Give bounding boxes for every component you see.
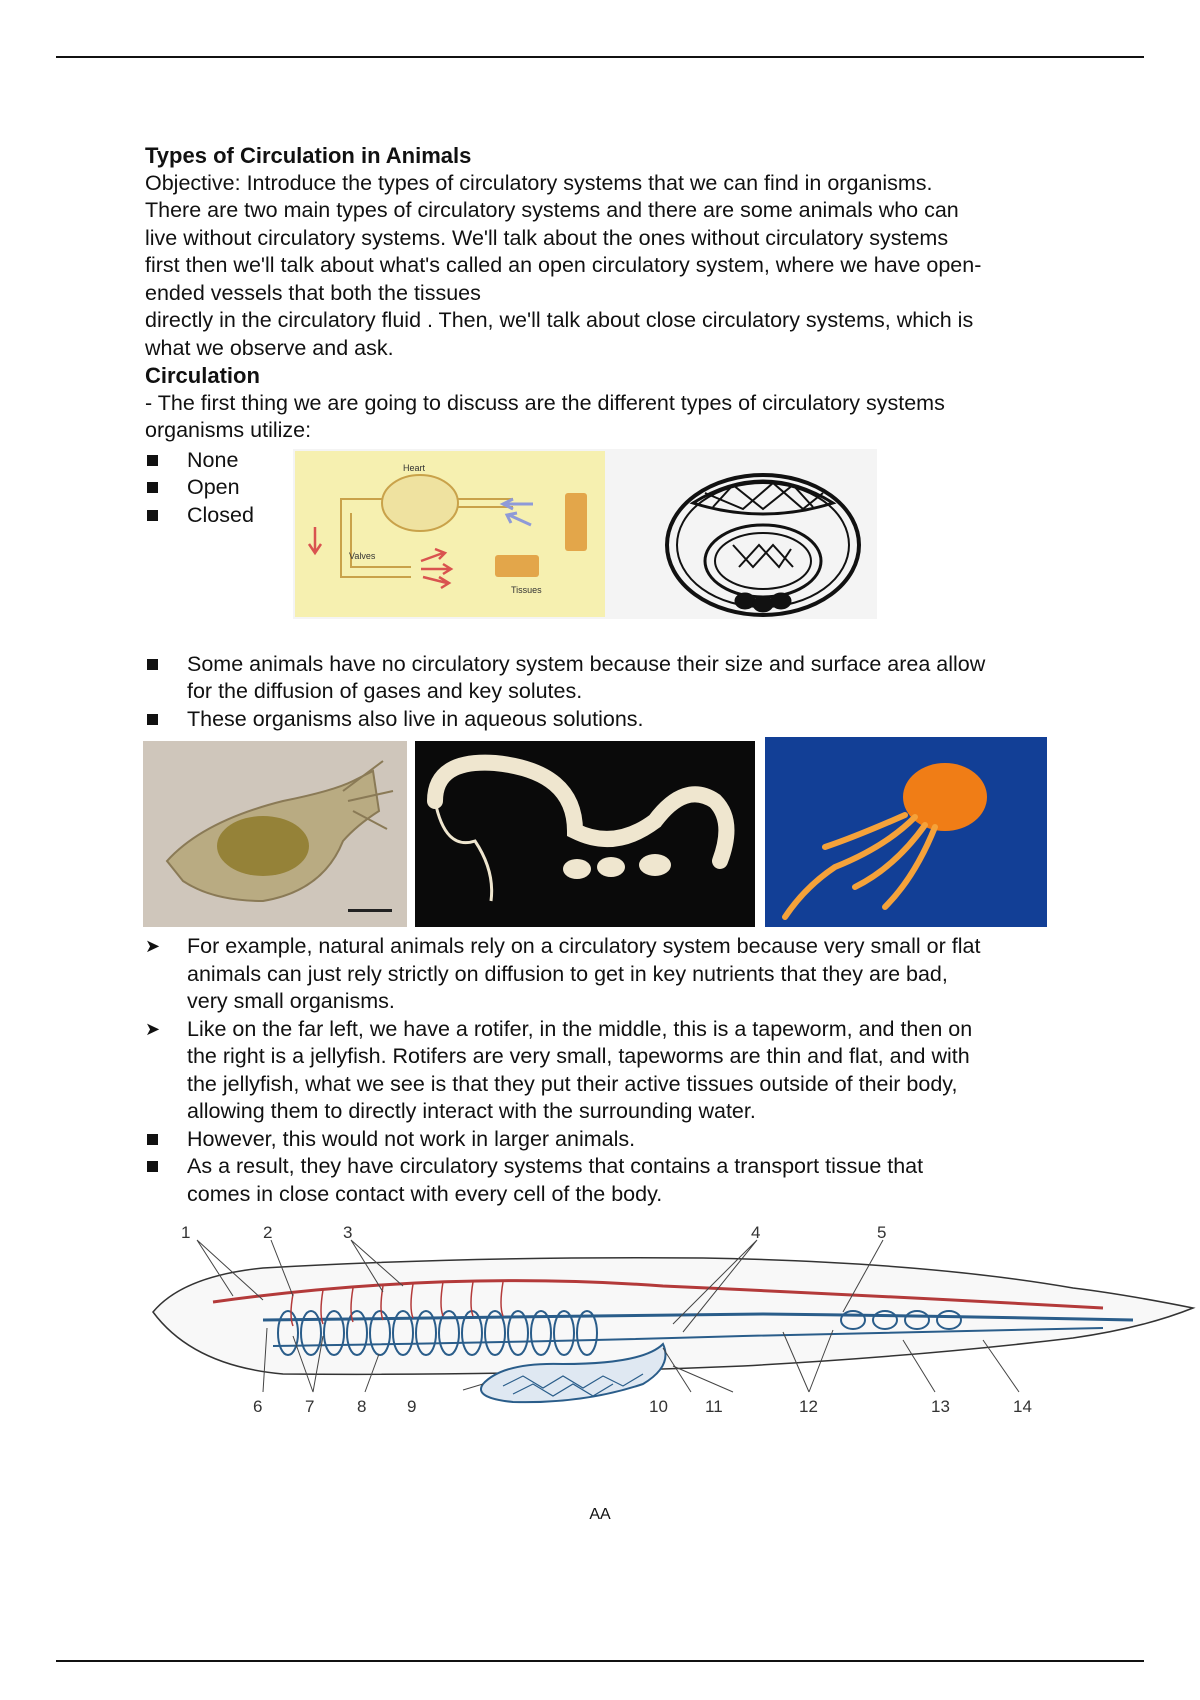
figure-number: 5: [877, 1223, 887, 1242]
bullet-line: allowing them to directly interact with the surrounding water.: [187, 1099, 756, 1123]
bullet-line: the right is a jellyfish. Rotifers are very small, tapeworms are thin and flat, and with: [187, 1044, 970, 1068]
tissue-block: [565, 493, 587, 551]
section-heading: Circulation: [145, 363, 260, 388]
bullet-line: For example, natural animals rely on a circulatory system because very small or flat: [187, 934, 981, 958]
bullet-line: comes in close contact with every cell of the body.: [187, 1181, 663, 1206]
type-item-open: Open: [145, 474, 254, 502]
jellyfish-photo: [765, 737, 1047, 927]
rotifer-photo: [143, 741, 407, 927]
figure-number: 6: [253, 1397, 263, 1416]
bullet-line: the jellyfish, what we see is that they put their active tissues outside of their body,: [187, 1071, 958, 1096]
bullet-line: However, this would not work in larger animals.: [187, 1126, 636, 1151]
figure-number: 1: [181, 1223, 191, 1242]
bullet-item: [145, 1153, 1095, 1208]
bullet-line: very small organisms.: [187, 989, 395, 1013]
intro-line: directly in the circulatory fluid . Then, we'll talk about close circulatory systems, which is: [145, 308, 974, 332]
bullet-line: These organisms also live in aqueous solutions.: [187, 706, 644, 731]
intro-line: first then we'll talk about what's called an open circulatory system, where we have open-: [145, 253, 982, 277]
circulatory-types-figure: [293, 449, 877, 619]
tissues-label: Tissues: [511, 584, 542, 595]
document-body: [145, 142, 1095, 1434]
figure-number: 2: [263, 1223, 273, 1242]
types-row: [145, 447, 1095, 633]
bullet-item: [145, 706, 1095, 734]
page-title: Types of Circulation in Animals: [145, 143, 472, 168]
bullet-line: animals can just rely strictly on diffusion to get in key nutrients that they are bad,: [187, 961, 948, 986]
page-footer: AA: [589, 1506, 611, 1523]
bullet-line: for the diffusion of gases and key solutes.: [187, 679, 583, 703]
section-intro-line: organisms utilize:: [145, 418, 312, 442]
figure-number: 8: [357, 1397, 367, 1416]
bullet-item: [145, 1126, 1095, 1154]
type-item-none: None: [145, 447, 254, 475]
intro-paragraph: [145, 170, 1095, 363]
arrow-bullet-item: [145, 1016, 1095, 1126]
bullet-line: Like on the far left, we have a rotifer, in the middle, this is a tapeworm, and then on: [187, 1016, 973, 1041]
intro-line: live without circulatory systems. We'll talk about the ones without circulatory systems: [145, 225, 949, 250]
figure-number: 9: [407, 1397, 417, 1416]
figure-number: 12: [799, 1397, 818, 1416]
arrow-bullet-icon: ➤: [145, 936, 161, 956]
top-rule: [56, 56, 1144, 58]
larger-animals-bullets: [145, 1126, 1095, 1209]
heart-shape: [382, 475, 458, 531]
arrow-bullet-item: [145, 933, 1095, 1016]
bullet-line: Some animals have no circulatory system because their size and surface area allow: [187, 651, 986, 676]
intro-line: what we observe and ask.: [145, 335, 394, 360]
bullet-line: As a result, they have circulatory systems that contains a transport tissue that: [187, 1154, 924, 1178]
intro-line: ended vessels that both the tissues: [145, 280, 481, 305]
figure-number: 13: [931, 1397, 950, 1416]
heart-label: Heart: [403, 462, 426, 473]
figure-number: 4: [751, 1223, 761, 1242]
figure-number: 14: [1013, 1397, 1032, 1416]
bullet-item: [145, 651, 1095, 706]
tissue-block: [495, 555, 539, 577]
section-intro-line: - The first thing we are going to discuss are the different types of circulatory systems: [145, 390, 945, 415]
figure-number: 10: [649, 1397, 668, 1416]
bottom-rule: [56, 1660, 1144, 1662]
types-list: [145, 447, 254, 530]
annelid-circulation-figure: [143, 1216, 1198, 1426]
intro-line: Objective: Introduce the types of circulatory systems that we can find in organisms.: [145, 170, 933, 195]
valves-label: Valves: [349, 550, 376, 561]
no-system-bullets: [145, 651, 1095, 734]
example-bullets: [145, 933, 1095, 1126]
type-item-closed: Closed: [145, 502, 254, 530]
arrow-bullet-icon: ➤: [145, 1018, 161, 1039]
organism-photos: [143, 741, 1095, 931]
figure-number: 11: [705, 1397, 723, 1416]
figure-number: 3: [343, 1223, 353, 1242]
intro-line: There are two main types of circulatory systems and there are some animals who can: [145, 198, 959, 222]
figure-number: 7: [305, 1397, 315, 1416]
tapeworm-photo: [415, 741, 755, 927]
